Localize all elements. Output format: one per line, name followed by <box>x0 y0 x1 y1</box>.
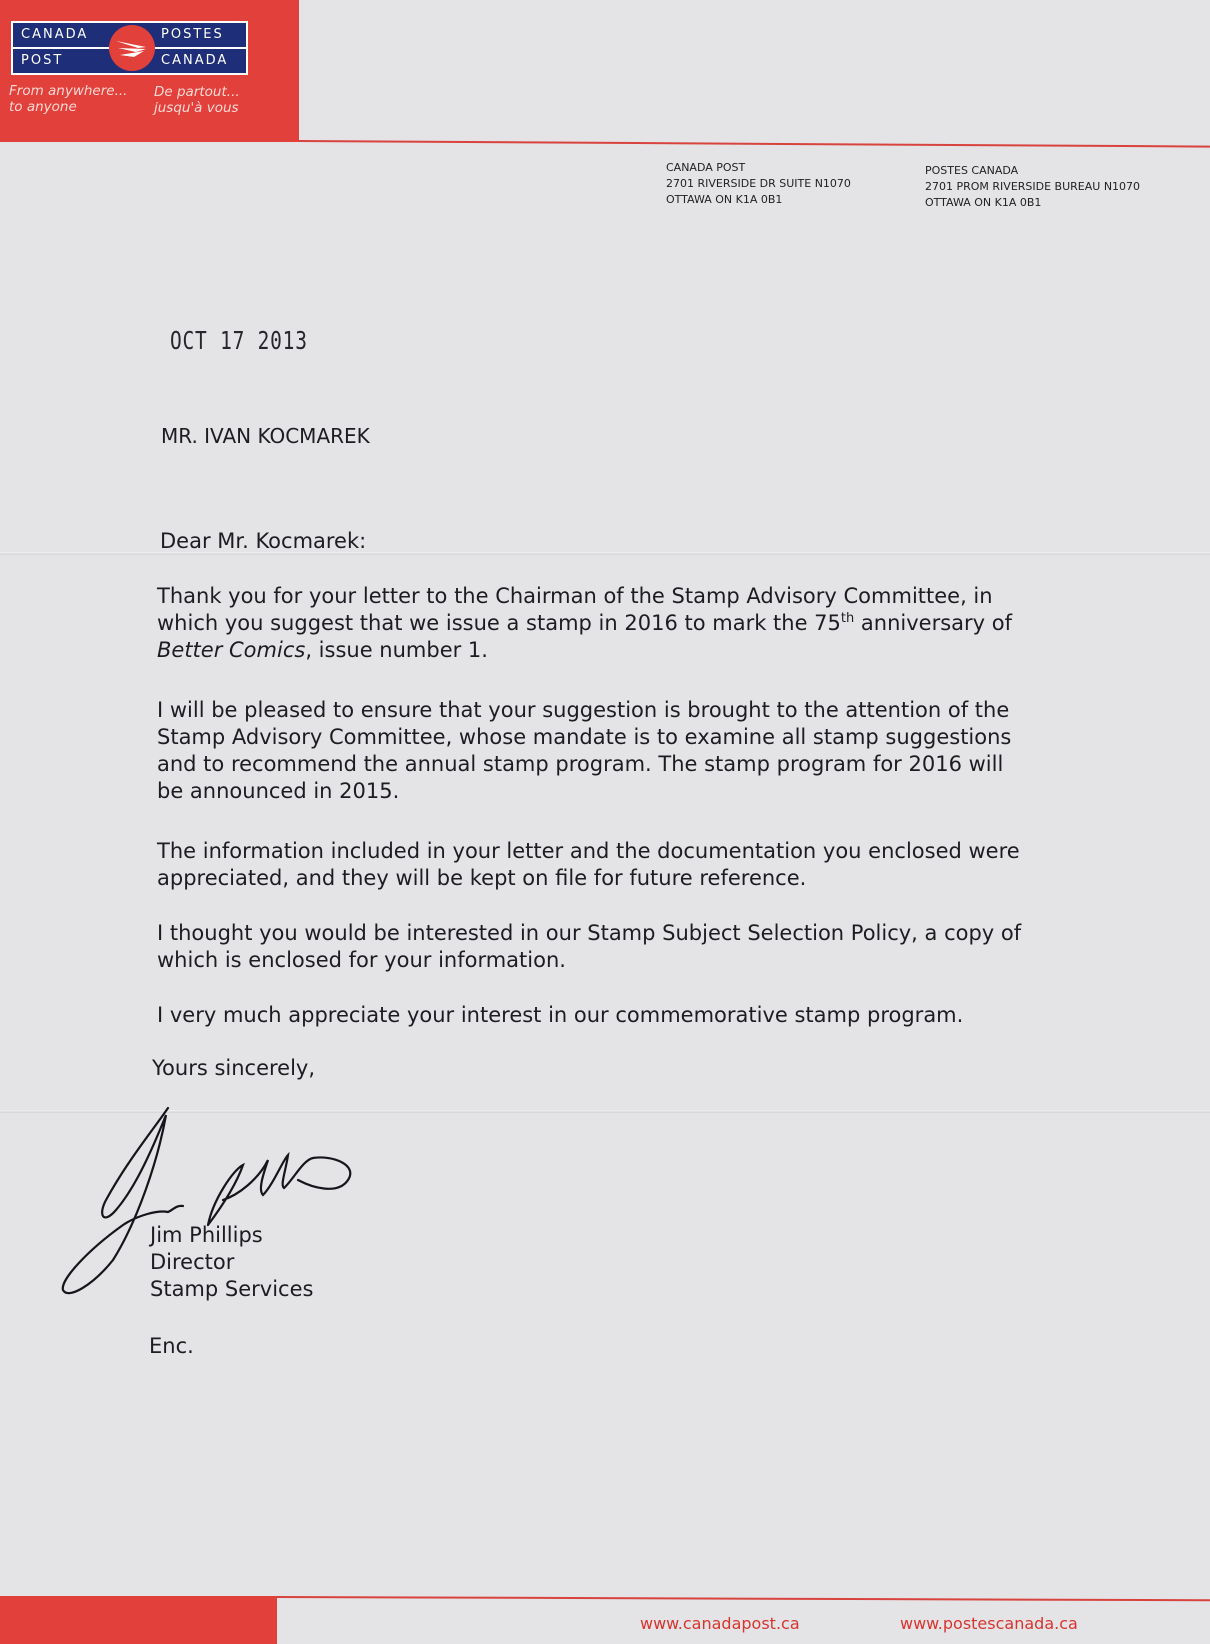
footer-rule <box>277 1596 1210 1601</box>
p2-line3: and to recommend the annual stamp program. The stamp program for 2016 will <box>157 752 1004 776</box>
recipient-name: MR. IVAN KOCMAREK <box>161 424 370 448</box>
p1-line3 <box>157 637 1117 664</box>
p2-line4: be announced in 2015. <box>157 779 400 803</box>
p5-line1: I very much appreciate your interest in our commemorative stamp program. <box>157 1003 964 1027</box>
publication-title: Better Comics <box>157 638 306 662</box>
p1-line3-end: , issue number 1. <box>305 638 488 662</box>
logo-word-canada: CANADA <box>21 27 89 42</box>
p3-line1: The information included in your letter and the documentation you enclosed were <box>157 839 1020 863</box>
logo-word-post: POST <box>21 53 64 68</box>
tagline-fr-line1: De partout... <box>154 84 240 100</box>
canada-post-logo-icon <box>108 24 156 72</box>
paragraph-2 <box>157 697 1117 805</box>
p4-line2: which is enclosed for your information. <box>157 948 566 972</box>
canada-post-logo <box>11 21 248 75</box>
signer-department: Stamp Services <box>150 1277 314 1301</box>
enclosure-notation: Enc. <box>149 1334 194 1358</box>
p3-line2: appreciated, and they will be kept on file for future reference. <box>157 866 807 890</box>
paragraph-5 <box>157 1002 1117 1029</box>
canadapost-link[interactable]: www.canadapost.ca <box>640 1614 800 1633</box>
paragraph-4 <box>157 920 1117 974</box>
p1-line2 <box>157 610 1117 637</box>
tagline-en-line1: From anywhere... <box>9 83 128 99</box>
address-fr-line1: POSTES CANADA <box>925 164 1019 177</box>
address-fr-line3: OTTAWA ON K1A 0B1 <box>925 196 1042 209</box>
logo-word-postes: POSTES <box>161 27 224 42</box>
return-address-french <box>925 163 1140 211</box>
p2-line1: I will be pleased to ensure that your suggestion is brought to the attention of the <box>157 698 1010 722</box>
closing: Yours sincerely, <box>152 1056 316 1080</box>
header-rule <box>299 140 1210 148</box>
p1-line2-end: anniversary of <box>854 611 1013 635</box>
signer-block <box>150 1222 1110 1303</box>
paragraph-1 <box>157 583 1117 664</box>
address-en-line3: OTTAWA ON K1A 0B1 <box>666 193 783 206</box>
logo-word-canada-fr: CANADA <box>161 53 229 68</box>
tagline-english <box>9 83 127 115</box>
tagline-fr-line2: jusqu'à vous <box>154 100 239 116</box>
address-en-line2: 2701 RIVERSIDE DR SUITE N1070 <box>666 177 851 190</box>
return-address-english <box>666 160 851 208</box>
signer-name: Jim Phillips <box>150 1223 263 1247</box>
p2-line2: Stamp Advisory Committee, whose mandate is to examine all stamp suggestions <box>157 725 1012 749</box>
p4-line1: I thought you would be interested in our Stamp Subject Selection Policy, a copy of <box>157 921 1022 945</box>
postescanada-link[interactable]: www.postescanada.ca <box>900 1614 1078 1633</box>
letterhead-banner <box>0 0 299 142</box>
p1-line1: Thank you for your letter to the Chairman of the Stamp Advisory Committee, in <box>157 584 993 608</box>
tagline-en-line2: to anyone <box>9 99 77 115</box>
letter-date: OCT 17 2013 <box>170 326 308 355</box>
tagline-french <box>154 84 240 116</box>
p1-line2-text: which you suggest that we issue a stamp in 2016 to mark the 75 <box>157 611 841 635</box>
footer-red-block <box>0 1596 277 1644</box>
signer-title: Director <box>150 1250 235 1274</box>
address-en-line1: CANADA POST <box>666 161 746 174</box>
paragraph-3 <box>157 838 1117 892</box>
p1-superscript: th <box>840 611 855 626</box>
address-fr-line2: 2701 PROM RIVERSIDE BUREAU N1070 <box>925 180 1141 193</box>
salutation: Dear Mr. Kocmarek: <box>160 529 367 553</box>
